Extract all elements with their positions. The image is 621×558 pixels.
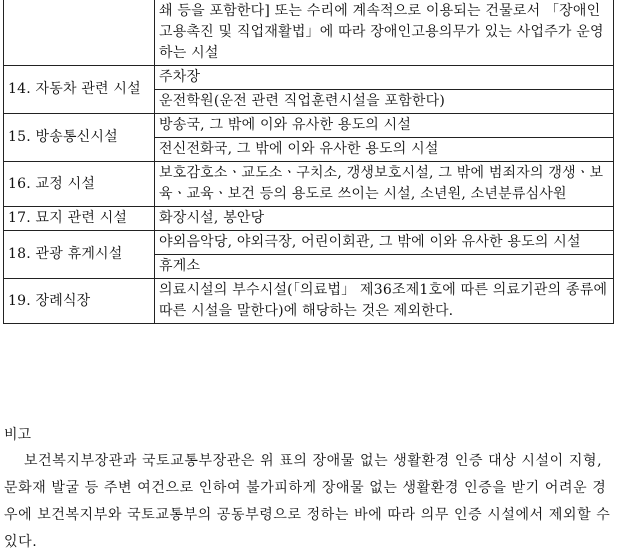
item-cell: 화장시설, 봉안당: [155, 207, 614, 231]
item-cell: 주차장: [155, 66, 614, 90]
facility-table: [3, 0, 614, 324]
table-row-16: [4, 162, 614, 207]
item-cell: 야외음악당, 야외극장, 어린이회관, 그 밖에 이와 유사한 용도의 시설: [155, 231, 614, 255]
table-row-19: [4, 279, 614, 324]
category-cell-empty: [4, 0, 155, 66]
remark-text: 보건복지부장관과 국토교통부장관은 위 표의 장애물 없는 생활환경 인증 대상 시설이 지형, 문화재 발굴 등 주변 여건으로 인하여 불가피하게 장애물 없는 생활환경 인증을 받기 어려운 경우에 보건복지부와 국토교통부의 공동부령으로 정하는 바에 따라 의무 인증 시설에서 제외할 수 있다.: [4, 453, 611, 550]
category-cell-15: 15. 방송통신시설: [4, 114, 155, 162]
category-cell-19: 19. 장례식장: [4, 279, 155, 324]
continuation-description: 쇄 등을 포함한다] 또는 수리에 계속적으로 이용되는 건물로서 「장애인고용촉진 및 직업재활법」에 따라 장애인고용의무가 있는 사업주가 운영하는 시설: [155, 0, 614, 66]
category-cell-17: 17. 묘지 관련 시설: [4, 207, 155, 231]
table-row-continuation: [4, 0, 614, 66]
category-cell-14: 14. 자동차 관련 시설: [4, 66, 155, 114]
remark-label: 비고: [4, 427, 32, 443]
item-cell: 의료시설의 부수시설(「의료법」 제36조제1호에 따른 의료기관의 종류에 따른 시설을 말한다)에 해당하는 것은 제외한다.: [155, 279, 614, 324]
table-row-18a: [4, 231, 614, 255]
table-row-15a: [4, 114, 614, 138]
table-row-14a: [4, 66, 614, 90]
item-cell: 운전학원(운전 관련 직업훈련시설을 포함한다): [155, 90, 614, 114]
table-row-17: [4, 207, 614, 231]
item-cell: 휴게소: [155, 255, 614, 279]
item-cell: 방송국, 그 밖에 이와 유사한 용도의 시설: [155, 114, 614, 138]
item-cell: 전신전화국, 그 밖에 이와 유사한 용도의 시설: [155, 138, 614, 162]
category-cell-16: 16. 교정 시설: [4, 162, 155, 207]
item-cell: 보호감호소ㆍ교도소ㆍ구치소, 갱생보호시설, 그 밖에 범죄자의 갱생ㆍ보육ㆍ교육ㆍ보건 등의 용도로 쓰이는 시설, 소년원, 소년분류심사원: [155, 162, 614, 207]
category-cell-18: 18. 관광 휴게시설: [4, 231, 155, 279]
